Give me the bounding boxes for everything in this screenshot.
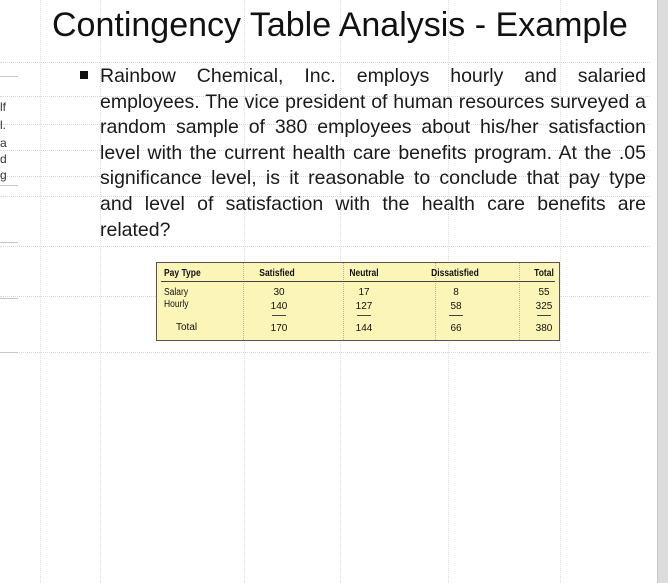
table-header-total: Total (534, 268, 554, 279)
table-row-label: Hourly (164, 299, 189, 310)
sum-rule (449, 315, 463, 316)
left-text-fragment: a (0, 136, 7, 150)
table-cell: 58 (450, 301, 462, 312)
guide-line (0, 352, 650, 353)
left-panel-edge (0, 0, 18, 583)
guide-line (0, 246, 650, 247)
table-row-label: Salary (164, 287, 189, 298)
table-total-cell: 380 (535, 323, 553, 334)
table-cell: 55 (538, 287, 550, 298)
bullet-text: Rainbow Chemical, Inc. employs hourly and salaried employees. The vice president of human resources surveyed a random sample of 380 employees about his/her satisfaction level with the current health care benefits program. At the .05 significance level, is it reasonable to conclude that pay type and level of satisfaction with the health care benefits are related? (100, 65, 646, 241)
left-panel-divider (0, 298, 18, 299)
square-bullet-icon (80, 71, 88, 79)
left-panel-divider (0, 352, 18, 353)
table-cell: 140 (270, 301, 288, 312)
right-scroll-edge[interactable] (657, 0, 668, 583)
sum-rule (537, 315, 551, 316)
left-text-fragment: l. (0, 118, 6, 132)
table-header-neutral: Neutral (349, 268, 379, 279)
table-cell: 325 (535, 301, 553, 312)
left-text-fragment: d (0, 152, 7, 166)
table-header-rule (161, 281, 555, 282)
left-panel-divider (0, 76, 18, 77)
contingency-table (156, 262, 560, 341)
sum-rule (272, 315, 286, 316)
table-total-cell: 66 (450, 323, 462, 334)
bullet-paragraph (80, 64, 646, 243)
table-cell: 30 (273, 287, 285, 298)
sum-rule (357, 315, 371, 316)
slide-title: Contingency Table Analysis - Example (52, 6, 628, 44)
table-header-satisfied: Satisfied (259, 268, 295, 279)
guide-line (0, 62, 650, 63)
left-panel-divider (0, 185, 18, 186)
table-total-cell: 170 (270, 323, 288, 334)
left-text-fragment: g (0, 168, 7, 182)
guide-line (40, 0, 41, 583)
table-cell: 127 (355, 301, 373, 312)
table-column-guide (243, 263, 244, 340)
table-total-cell: 144 (355, 323, 373, 334)
table-header-pay-type: Pay Type (164, 268, 201, 279)
left-text-fragment: lf (0, 100, 6, 114)
table-header-dissatisfied: Dissatisfied (431, 268, 479, 279)
table-cell: 17 (358, 287, 370, 298)
table-cell: 8 (453, 287, 459, 298)
table-total-label: Total (176, 322, 198, 333)
left-panel-divider (0, 242, 18, 243)
